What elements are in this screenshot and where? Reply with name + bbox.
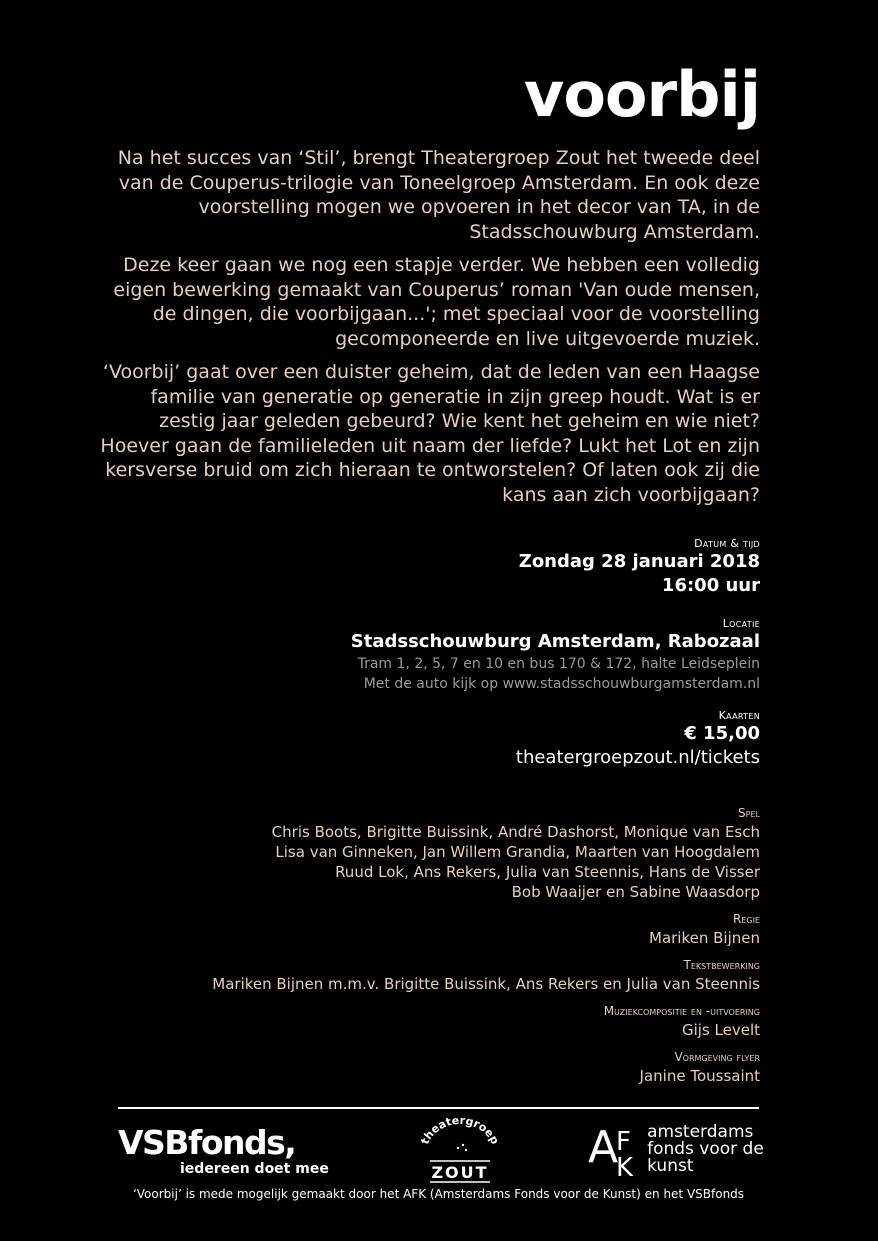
location-section — [100, 617, 760, 694]
spel-line: Chris Boots, Brigitte Buissink, André Dashorst, Monique van Esch — [271, 823, 760, 841]
afk-logo — [588, 1122, 764, 1178]
vormgeving-value: Janine Toussaint — [639, 1067, 760, 1085]
venue-name: Stadsschouwburg Amsterdam, Rabozaal — [350, 631, 760, 652]
afk-line: kunst — [647, 1156, 694, 1176]
tekst-value: Mariken Bijnen m.m.v. Brigitte Buissink, Ans Rekers en Julia van Steennis — [212, 975, 760, 993]
tekst-label: Tekstbewerking — [683, 958, 760, 972]
intro-paragraph: Deze keer gaan we nog een stapje verder. We hebben een volledig eigen bewerking gemaakt van Couperus’ roman 'Van oude mensen, de dingen, die voorbijgaan...'; met speciaal voor de voorstelling gecomponeerde en live uitgevoerde muziek. — [113, 254, 760, 350]
location-label: Locatie — [722, 617, 760, 630]
divider — [118, 1107, 759, 1109]
vormgeving-label: Vormgeving flyer — [674, 1050, 760, 1064]
datetime-section — [100, 537, 760, 598]
tickets-label: Kaarten — [718, 709, 760, 722]
footer-note: ‘Voorbij’ is mede mogelijk gemaakt door het AFK (Amsterdams Fonds voor de Kunst) en het VSBfonds — [132, 1187, 745, 1201]
svg-text:F: F — [616, 1127, 631, 1157]
vsbfonds-name: VSBfonds, — [118, 1123, 296, 1162]
afk-mark-icon — [588, 1122, 640, 1178]
datetime-label: Datum & tijd — [694, 537, 760, 550]
afk-text — [647, 1124, 764, 1175]
intro-paragraph: ‘Voorbij’ gaat over een duister geheim, dat de leden van een Haagse familie van generatie op generatie in zijn greep houdt. Wat is er zestig jaar geleden gebeurd? Wie kent het geheim en wie niet? Hoever gaan de familieleden uit naam der liefde? Lukt het Lot en zijn kersverse bruid om zich hieraan te ontworstelen? Of laten ook zij die kans aan zich voorbijgaan? — [100, 361, 760, 506]
tickets-section — [100, 709, 760, 770]
theatergroep-zout-logo — [414, 1114, 506, 1184]
vsbfonds-tagline: iedereen doet mee — [180, 1161, 329, 1177]
event-time: 16:00 uur — [661, 575, 760, 596]
afk-line: amsterdams — [647, 1122, 754, 1142]
intro-paragraph: Na het succes van ‘Stil’, brengt Theatergroep Zout het tweede deel van de Couperus-trilogie van Toneelgroep Amsterdam. En ook deze voorstelling mogen we opvoeren in het decor van TA, in de Stadsschouwburg Amsterdam. — [117, 147, 760, 243]
regie-label: Regie — [732, 912, 760, 926]
svg-text:K: K — [616, 1153, 634, 1178]
transit-info: Tram 1, 2, 5, 7 en 10 en bus 170 & 172, halte Leidseplein — [357, 656, 760, 672]
zout-main-text: ZOUT — [431, 1163, 489, 1182]
vsbfonds-logo — [118, 1125, 329, 1177]
page-title: voorbij — [523, 58, 760, 131]
muziek-value: Gijs Levelt — [681, 1021, 760, 1039]
spel-line: Ruud Lok, Ans Rekers, Julia van Steennis, Hans de Visser — [335, 863, 760, 881]
zout-arc-text: theatergroep — [418, 1114, 502, 1147]
car-info: Met de auto kijk op www.stadsschouwburgamsterdam.nl — [363, 676, 760, 692]
afk-line: fonds voor de — [647, 1139, 764, 1159]
intro-text — [100, 146, 760, 516]
credits-section — [100, 804, 760, 1086]
spel-line: Lisa van Ginneken, Jan Willem Grandia, Maarten van Hoogdalem — [275, 843, 760, 861]
ticket-url[interactable]: theatergroepzout.nl/tickets — [515, 747, 760, 768]
muziek-label: Muziekcompositie en -uitvoering — [603, 1004, 760, 1018]
regie-value: Mariken Bijnen — [649, 929, 760, 947]
spel-label: Spel — [738, 806, 760, 820]
svg-text:A: A — [588, 1122, 619, 1173]
ticket-price: € 15,00 — [684, 723, 760, 744]
event-date: Zondag 28 januari 2018 — [518, 551, 760, 572]
spel-line: Bob Waaijer en Sabine Waasdorp — [511, 883, 760, 901]
